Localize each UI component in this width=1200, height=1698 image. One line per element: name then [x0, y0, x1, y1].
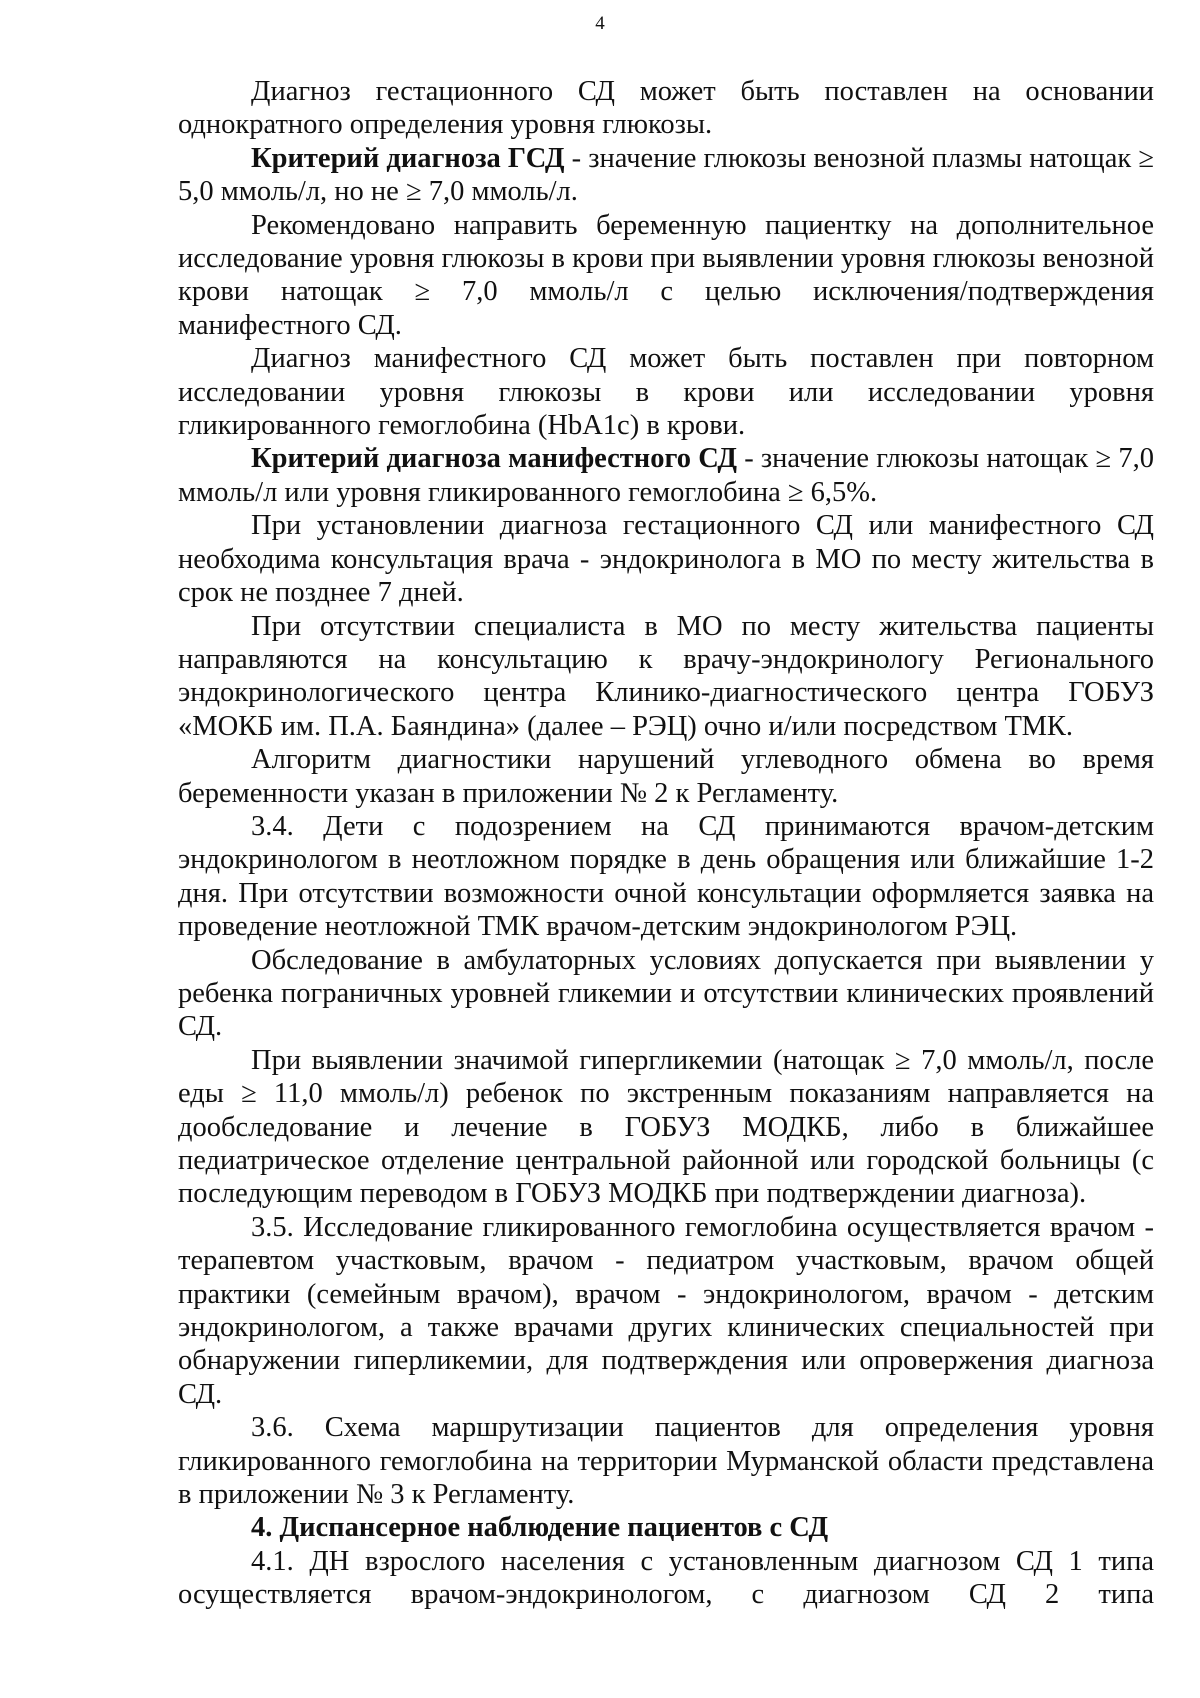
paragraph-manifest-diagnosis: [178, 342, 1154, 442]
paragraph-manifest-criterion: [178, 442, 1154, 509]
paragraph-3-4-children: [178, 810, 1154, 944]
paragraph-text: Диагноз гестационного СД может быть поставлен на основании однократного определения уровня глюкозы.: [178, 76, 1154, 141]
paragraph-gsd-criterion: [178, 142, 1154, 209]
paragraph-hyperglycemia-referral: [178, 1044, 1154, 1211]
body-text: [178, 75, 1154, 1612]
paragraph-referral-recommendation: [178, 209, 1154, 343]
page-number: 4: [595, 13, 605, 34]
paragraph-text: Рекомендовано направить беременную пациентку на дополнительное исследование уровня глюкозы в крови при выявлении уровня глюкозы венозной крови натощак ≥ 7,0 ммоль/л с целью исключения/подтверждения манифестного СД.: [178, 209, 1154, 341]
paragraph-diagnostic-algorithm: [178, 743, 1154, 810]
paragraph-text: При отсутствии специалиста в МО по месту жительства пациенты направляются на консультацию к врачу-эндокринологу Регионального эндокринологического центра Клинико-диагностического центра ГОБУЗ «МОКБ им. П.А. Баяндина» (далее – РЭЦ) очно и/или посредством ТМК.: [178, 610, 1154, 742]
paragraph-text: 3.4. Дети с подозрением на СД принимаются врачом-детским эндокринологом в неотложном порядке в день обращения или ближайшие 1-2 дня. При отсутствии возможности очной консультации оформляется заявка на проведение неотложной ТМК врачом-детским эндокринологом РЭЦ.: [178, 810, 1154, 943]
paragraph-text: - значение глюкозы натощак ≥ 7,0 ммоль/л или уровня гликированного гемоглобина ≥ 6,5%.: [178, 443, 1154, 508]
section-heading: 4. Диспансерное наблюдение пациентов с СД: [251, 1512, 829, 1544]
paragraph-3-5-hba1c-test: [178, 1211, 1154, 1411]
paragraph-text: Алгоритм диагностики нарушений углеводного обмена во время беременности указан в приложении № 2 к Регламенту.: [178, 744, 1154, 809]
paragraph-3-6-routing-scheme: [178, 1411, 1154, 1511]
paragraph-text: Обследование в амбулаторных условиях допускается при выявлении у ребенка пограничных уровней гликемии и отсутствии клинических проявлений СД.: [178, 944, 1154, 1043]
paragraph-text: 3.5. Исследование гликированного гемоглобина осуществляется врачом - терапевтом участковым, врачом - педиатром участковым, врачом общей практики (семейным врачом), врачом - эндокринологом, врачом - детским эндокринологом, а также врачами других клинических специальностей при обнаружении гиперликемии, для подтверждения или опровержения диагноза СД.: [178, 1211, 1154, 1410]
paragraph-gestational-diagnosis: [178, 75, 1154, 142]
paragraph-regional-center-referral: [178, 610, 1154, 744]
paragraph-lead: Критерий диагноза манифестного СД: [251, 443, 737, 475]
paragraph-text: 3.6. Схема маршрутизации пациентов для определения уровня гликированного гемоглобина на территории Мурманской области представлена в приложении № 3 к Регламенту.: [178, 1412, 1154, 1511]
paragraph-lead: Критерий диагноза ГСД: [251, 142, 565, 174]
paragraph-text: Диагноз манифестного СД может быть поставлен при повторном исследовании уровня глюкозы в крови или исследовании уровня гликированного гемоглобина (HbA1c) в крови.: [178, 343, 1154, 442]
paragraph-text: При установлении диагноза гестационного СД или манифестного СД необходима консультация врача - эндокринолога в МО по месту жительства в срок не позднее 7 дней.: [178, 510, 1154, 609]
paragraph-text: При выявлении значимой гипергликемии (натощак ≥ 7,0 ммоль/л, после еды ≥ 11,0 ммоль/л) ребенок по экстренным показаниям направляется на дообследование и лечение в ГОБУЗ МОДКБ, либо в ближайшее педиатрическое отделение центральной районной или городской больницы (с последующим переводом в ГОБУЗ МОДКБ при подтверждении диагноза).: [178, 1044, 1154, 1210]
paragraph-endocrinologist-consultation: [178, 509, 1154, 609]
paragraph-outpatient-examination: [178, 944, 1154, 1044]
paragraph-text: - значение глюкозы венозной плазмы натощак ≥ 5,0 ммоль/л, но не ≥ 7,0 ммоль/л.: [178, 142, 1154, 208]
paragraph-4-1-dispensary-observation: 4.1. ДН взрослого населения с установленным диагнозом СД 1 типа осуществляется врачом-эндокринологом, с диагнозом СД 2 типа: [178, 1545, 1154, 1611]
